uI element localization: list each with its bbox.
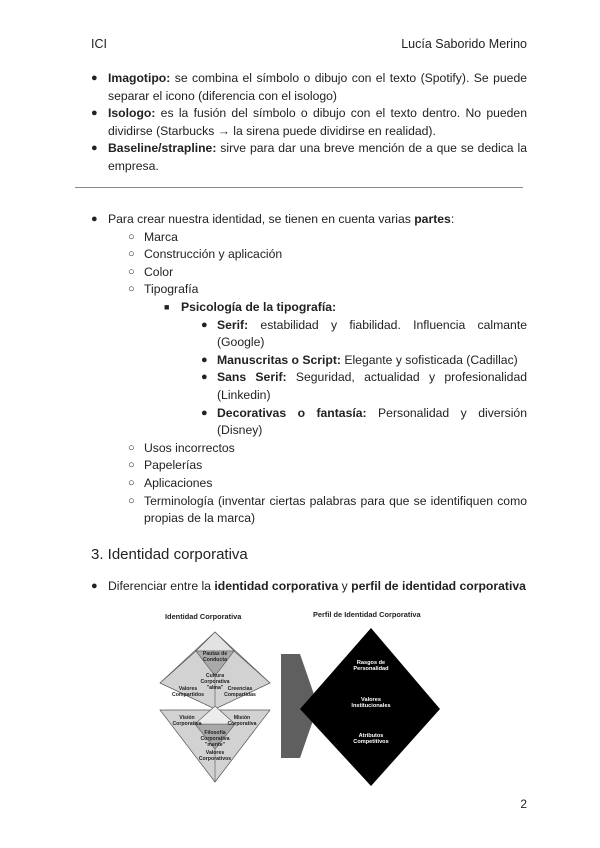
list-item [91,578,527,596]
psych-text: estabilidad y fiabilidad. Influencia calmante (Google) [217,317,527,350]
bullet-dot-icon: ● [201,353,208,366]
intro-bold: partes [414,212,451,226]
label-valores-compartidos: Valores Compartidos [172,686,204,698]
bullet-dot-icon: ● [201,406,208,419]
term-isologo: Isologo: [108,106,156,121]
list-item [91,105,527,140]
intro-text: Para crear nuestra identidad, se tienen en cuenta varias [108,212,415,226]
label-filosofia: Filosofía Corporativa "mente" [200,730,230,748]
label-mision: Misión Corporativa [227,715,257,727]
bold-identidad: identidad corporativa [214,579,339,593]
bullet-dot-icon: ● [91,580,98,592]
term-baseline: Baseline/strapline: [108,141,217,156]
part-label: Usos incorrectos [144,440,235,455]
bullet-dot-icon: ● [91,142,98,155]
part-label: Construcción y aplicación [144,247,283,262]
header-course: ICI [91,37,107,51]
diagram-left-title: Identidad Corporativa [165,612,242,621]
list-item [91,457,527,475]
psych-text: Elegante y sofisticada (Cadillac) [340,352,518,367]
circle-bullet-icon: ○ [128,494,135,507]
square-bullet-icon: ■ [164,301,170,312]
label-rasgos: Rasgos de Personalidad [353,660,389,672]
bullet-dot-icon: ● [91,213,98,225]
list-item [91,246,527,264]
circle-bullet-icon: ○ [128,230,135,243]
list-item [91,405,527,440]
section3-list [91,578,527,596]
part-label: Color [144,264,174,279]
list-item [91,317,527,352]
list-item [91,352,527,370]
psych-text: Seguridad, actualidad y profesionalidad (Linkedin) [217,370,527,402]
bullet-dot-icon: ● [201,371,208,384]
part-label: Aplicaciones [144,475,213,490]
definition-text: se combina el símbolo o dibujo con el texto (Spotify). Se puede separar el icono (diferencia con el isologo) [108,71,527,103]
label-cultura: Cultura Corporativa "alma" [200,673,230,691]
bullet-dot-icon: ● [201,318,208,331]
part-label: Tipografía [144,282,199,297]
psych-text: Personalidad y diversión (Disney) [217,405,527,438]
definition-text: sirve para dar una breve mención de a que se dedica la empresa. [108,141,527,173]
label-valores-institucionales: Valores Institucionales [351,697,391,709]
label-creencias: Creencias Compartidas [224,686,256,698]
bullet-text: y [338,579,352,593]
identity-parts-list [91,211,527,528]
circle-bullet-icon: ○ [128,265,135,278]
upper-top-triangle [196,632,234,651]
list-item [91,369,527,404]
psych-term: Serif: [217,317,249,332]
bullet-text: Diferenciar entre la [108,579,215,593]
list-item [91,264,527,282]
diagram-right-title: Perfil de Identidad Corporativa [313,610,421,619]
page-number: 2 [520,797,527,811]
list-item [91,140,527,175]
list-item [91,70,527,105]
label-pautas: Pautas de Conducta [202,651,228,663]
circle-bullet-icon: ○ [128,248,135,261]
label-valores-corporativos: Valores Corporativos [198,750,232,762]
psych-title: Psicología de la tipografía: [181,299,337,314]
label-atributos: Atributos Competitivos [353,733,389,745]
circle-bullet-icon: ○ [128,459,135,472]
list-item [91,440,527,458]
bullet-dot-icon: ● [91,72,98,84]
part-label: Marca [144,229,178,244]
label-vision: Visión Corporativa [172,715,202,727]
identity-diagram [150,606,450,788]
circle-bullet-icon: ○ [128,283,135,296]
definition-list [91,70,527,176]
term-imagotipo: Imagotipo: [108,71,171,85]
definition-text: es la fusión del símbolo o dibujo con el texto dentro. No pueden dividirse (Starbucks → la sirena puede dividirse en realidad). [108,106,527,138]
list-item [91,475,527,493]
list-item [91,229,527,247]
part-label: Terminología (inventar ciertas palabras para que se identifiquen como propias de la marca) [144,493,527,526]
horizontal-divider [75,187,523,188]
psych-term: Manuscritas o Script: [217,352,341,367]
list-item [91,299,527,317]
list-item [91,493,527,528]
circle-bullet-icon: ○ [128,441,135,454]
part-label: Papelerías [144,458,203,473]
psych-term: Decorativas o fantasía: [217,405,367,420]
list-item [91,281,527,299]
list-item [91,211,527,229]
section-heading: 3. Identidad corporativa [91,546,248,563]
bold-perfil: perfil de identidad corporativa [351,579,526,593]
psych-term: Sans Serif: [217,370,287,385]
circle-bullet-icon: ○ [128,476,135,489]
intro-colon: : [450,212,455,226]
bullet-dot-icon: ● [91,107,98,120]
header-author: Lucía Saborido Merino [401,37,527,51]
